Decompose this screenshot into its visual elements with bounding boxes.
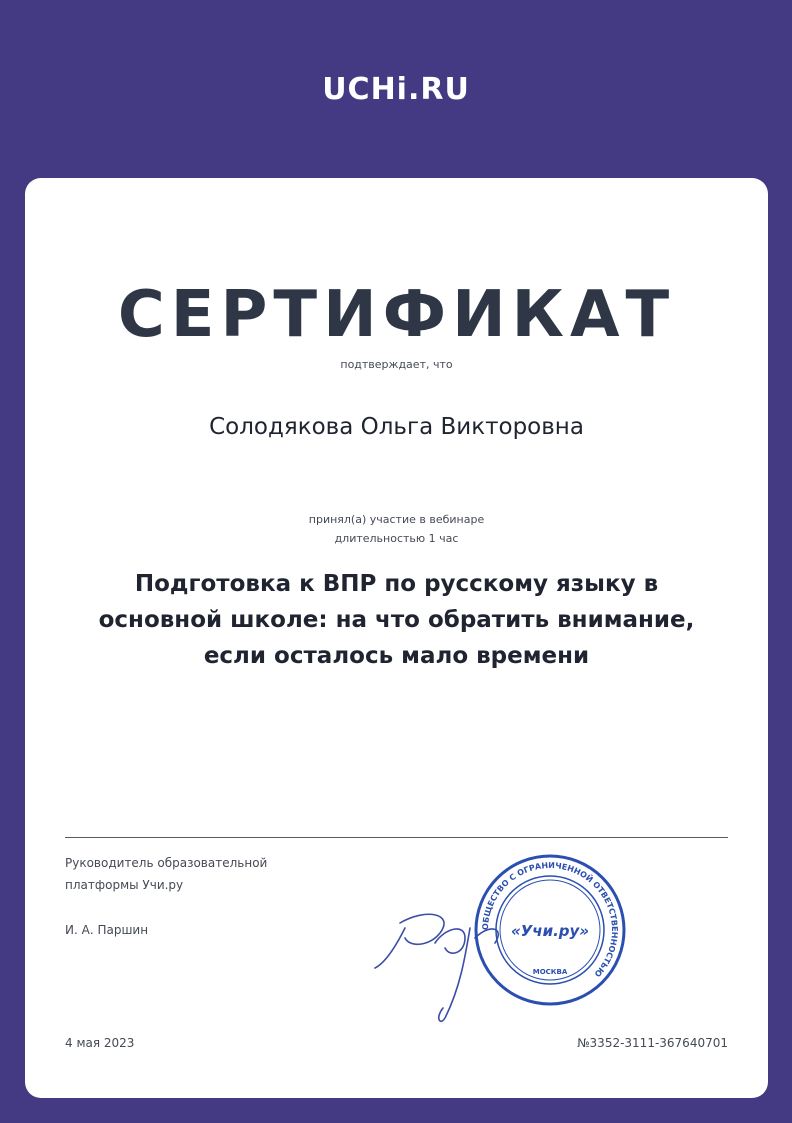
director-title-line: Руководитель образовательной — [65, 856, 268, 870]
certificate-card — [25, 178, 768, 1098]
confirms-text: подтверждает, что — [340, 358, 453, 371]
stamp-city: МОСКВА — [532, 968, 568, 976]
company-stamp — [470, 850, 630, 1010]
duration-line: длительностью 1 час — [334, 532, 459, 545]
stamp-center-text: «Учи.ру» — [510, 922, 590, 940]
director-title-line: платформы Учи.ру — [65, 878, 184, 892]
webinar-title-line: основной школе: на что обратить внимание, — [98, 607, 695, 633]
divider — [65, 837, 728, 838]
stamp-ring-text: ОБЩЕСТВО С ОГРАНИЧЕННОЙ ОТВЕТСТВЕННОСТЬЮ — [480, 860, 620, 979]
director-name: И. А. Паршин — [65, 923, 149, 937]
uchi-logo: UCHi.RU — [322, 72, 470, 107]
director-title — [65, 852, 365, 896]
participation-text — [25, 510, 768, 548]
webinar-title-line: если осталось мало времени — [203, 643, 590, 669]
webinar-title — [65, 566, 728, 674]
recipient-name: Солодякова Ольга Викторовна — [209, 414, 584, 440]
certificate-title: СЕРТИФИКАТ — [117, 278, 676, 352]
webinar-title-line: Подготовка к ВПР по русскому языку в — [134, 571, 659, 597]
participation-line: принял(а) участие в вебинаре — [308, 513, 485, 526]
svg-text:ОБЩЕСТВО С ОГРАНИЧЕННОЙ ОТВЕТС — [481, 861, 619, 979]
issue-date: 4 мая 2023 — [65, 1036, 135, 1050]
certificate-number: №3352-3111-367640701 — [577, 1036, 728, 1050]
